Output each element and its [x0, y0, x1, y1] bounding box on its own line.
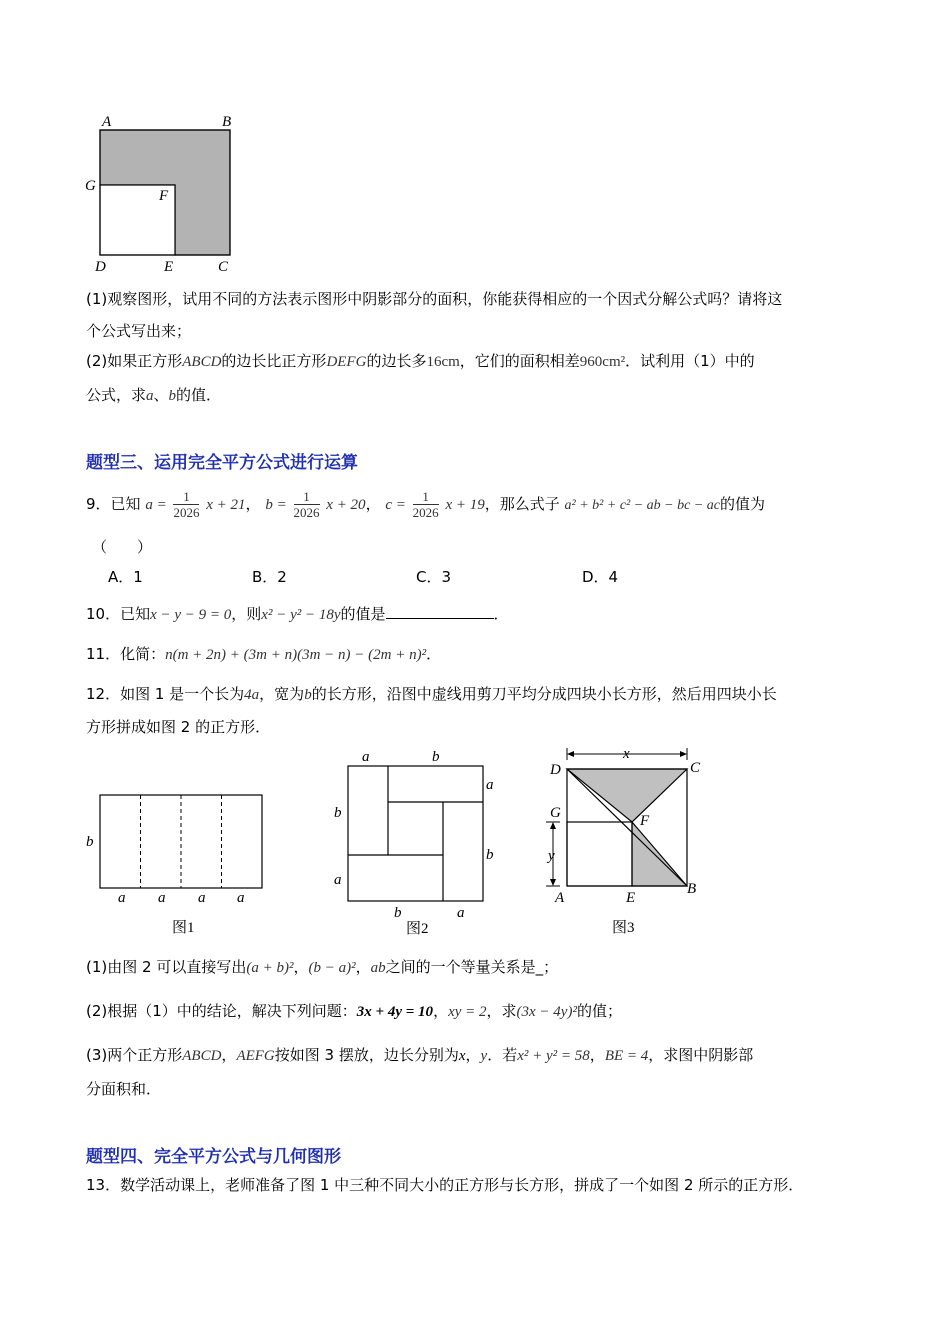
label-F: F: [159, 188, 169, 204]
q12-p2-text-c: 的值；: [576, 1002, 622, 1020]
q10-answer-blank[interactable]: [386, 604, 494, 619]
fig3-arrowhead: [680, 751, 687, 757]
q12-p3-be: BE = 4: [604, 1048, 649, 1064]
q12-p3-condition: x² + y² = 58: [517, 1048, 590, 1064]
q8-p2-var-a: a: [146, 388, 154, 404]
q9-comma-1: ，: [245, 495, 261, 513]
q12-p2-text-a: (2)根据（1）中的结论，解决下列问题：: [86, 1002, 357, 1020]
q9-lead: 9．已知: [86, 495, 141, 513]
q12-part3-line1: [86, 1044, 753, 1067]
q12-p1-text-a: (1)由图 2 可以直接写出: [86, 958, 247, 976]
frac-den: 2026: [412, 505, 439, 520]
q12-line1: [86, 683, 777, 706]
q9-a-lhs: a =: [145, 497, 167, 513]
q10-end: ．: [493, 605, 509, 623]
label-D: D: [95, 259, 106, 275]
q12-p3-y: y: [480, 1048, 488, 1064]
q12-p2-xy: xy = 2: [448, 1004, 487, 1020]
fig3-label-C: C: [690, 760, 701, 776]
section-heading-3: 题型三、运用完全平方公式进行运算: [86, 453, 358, 473]
q11-statement: [86, 643, 441, 666]
fig3-shaded-triangle-bottom: [632, 822, 687, 886]
q12-p1-expr1: (a + b)²: [246, 960, 294, 976]
fig2-label-b-top: b: [432, 749, 440, 765]
q8-p2-text-b: 的边长比正方形: [221, 352, 327, 370]
q12-line1-c: 的长方形，沿图中虚线用剪刀平均分成四块小长方形，然后用四块小长: [311, 685, 777, 703]
q12-p2-equation: 3x + 4y = 10: [356, 1004, 434, 1020]
fig1-caption: 图1: [172, 920, 195, 936]
fig2-label-a-right: a: [486, 777, 494, 793]
q9-b-rest: x + 20: [326, 497, 366, 513]
q12-p3-abcd: ABCD: [182, 1048, 222, 1064]
q9-then: ，那么式子: [484, 495, 560, 513]
q8-p2-text-e: ．试利用（1）中的: [625, 352, 755, 370]
q12-p3-aefg: AEFG: [236, 1048, 275, 1064]
fig2-label-b-left: b: [334, 805, 342, 821]
q9-c-fraction: [413, 489, 439, 520]
q8-p2-abcd: ABCD: [182, 354, 222, 370]
q8-p2-text-d: ，它们的面积相差: [459, 352, 580, 370]
q8-part2-line2: [86, 384, 221, 407]
fig1-label-a-4: a: [237, 890, 245, 906]
q9-expression: a² + b² + c² − ab − bc − ac: [564, 498, 721, 513]
fig2-label-a-left: a: [334, 872, 342, 888]
q10-tail: 的值是: [340, 605, 386, 623]
q12-p3-sep: ，: [221, 1046, 237, 1064]
fig2-label-a-top: a: [362, 749, 370, 765]
q12-p2-expression: (3x − 4y)²: [516, 1004, 577, 1020]
q9-c-rest: x + 19: [445, 497, 485, 513]
q12-p2-text-b: ，求: [486, 1002, 517, 1020]
label-A: A: [102, 114, 112, 130]
q9-option-a: A．1: [108, 568, 143, 586]
fig3-arrowhead: [550, 822, 556, 829]
fig3-label-A: A: [555, 890, 565, 906]
label-G: G: [85, 178, 96, 194]
fig3-label-F: F: [640, 813, 650, 829]
fig3-label-B: B: [687, 881, 697, 897]
frac-den: 2026: [293, 505, 320, 520]
q8-part2-line1: [86, 350, 755, 373]
q8-p2-line2-b: 的值．: [176, 386, 222, 404]
q9-option-b: B．2: [252, 568, 287, 586]
q10-condition: x − y − 9 = 0: [150, 607, 232, 623]
q12-p3-text-b: 按如图 3 摆放，边长分别为: [274, 1046, 459, 1064]
q12-width: b: [304, 687, 312, 703]
frac-num: 1: [294, 489, 320, 505]
q9-option-d: D．4: [582, 568, 619, 586]
fig3-square-aefg: [567, 822, 632, 886]
frac-den: 2026: [173, 505, 200, 520]
q12-figure-3: [530, 740, 720, 945]
q11-end: ．: [426, 645, 442, 663]
fig2-caption: 图2: [406, 921, 429, 937]
fig3-label-D: D: [550, 762, 561, 778]
q9-comma-2: ，: [365, 495, 381, 513]
q12-figure-1: [80, 780, 280, 940]
q9-c-lhs: c =: [385, 497, 406, 513]
fig3-shaded-triangle-top: [567, 769, 687, 822]
fig3-arrowhead: [567, 751, 574, 757]
fig2-outer-square: [348, 766, 483, 901]
q10-statement: [86, 603, 509, 626]
fig3-label-E: E: [626, 890, 636, 906]
q9-statement: [86, 486, 765, 524]
q10-lead: 10．已知: [86, 605, 151, 623]
q12-p3-text-c: ．若: [487, 1046, 518, 1064]
figure-square-abcd: [82, 110, 242, 278]
q9-answer-paren: （ ）: [92, 538, 153, 556]
q8-part1-line2: 个公式写出来；: [86, 322, 192, 340]
q12-p3-sep: ，: [589, 1046, 605, 1064]
q12-line2: 方形拼成如图 2 的正方形．: [86, 718, 271, 736]
q10-mid: ，则: [231, 605, 262, 623]
q13-statement: 13．数学活动课上，老师准备了图 1 中三种不同大小的正方形与长方形，拼成了一个如图 2 所示的正方形．: [86, 1176, 804, 1194]
q9-tail: 的值为: [720, 495, 766, 513]
q12-length: 4a: [244, 687, 260, 703]
label-E: E: [164, 259, 174, 275]
q10-expression: x² − y² − 18y: [261, 607, 341, 623]
q12-p1-expr2: (b − a)²: [308, 960, 356, 976]
q8-p2-line2-a: 公式，求: [86, 386, 147, 404]
section-heading-4: 题型四、完全平方公式与几何图形: [86, 1147, 341, 1167]
fig1-label-b: b: [86, 834, 94, 850]
label-B: B: [222, 114, 232, 130]
fig2-label-a-bottom: a: [457, 905, 465, 921]
fig2-label-b-right: b: [486, 847, 494, 863]
q8-p2-length: 16cm: [426, 354, 460, 370]
q8-part1-line1: (1)观察图形，试用不同的方法表示图形中阴影部分的面积，你能获得相应的一个因式分解公式吗？请将这: [86, 290, 783, 308]
q8-p2-text-c: 的边长多: [366, 352, 427, 370]
q8-p2-defg: DEFG: [326, 354, 367, 370]
q8-p2-var-b: b: [168, 388, 177, 404]
q12-p1-sep: ，: [293, 958, 309, 976]
q9-b-lhs: b =: [265, 497, 287, 513]
q9-a-fraction: [173, 489, 199, 520]
frac-num: 1: [173, 489, 199, 505]
q12-figure-2: [320, 745, 510, 945]
q11-expression: n(m + 2n) + (3m + n)(3m − n) − (2m + n)²: [165, 647, 427, 663]
q9-b-fraction: [294, 489, 320, 520]
q12-p3-text-a: (3)两个正方形: [86, 1046, 183, 1064]
label-C: C: [218, 259, 229, 275]
q11-lead: 11．化简：: [86, 645, 166, 663]
q12-line1-b: ，宽为: [259, 685, 305, 703]
q12-p3-text-d: ，求图中阴影部: [648, 1046, 754, 1064]
q9-option-c: C．3: [416, 568, 452, 586]
q12-p3-sep: ，: [465, 1046, 481, 1064]
fig3-arrowhead: [550, 879, 556, 886]
q12-p2-sep: ，: [433, 1002, 449, 1020]
q8-p2-sep: 、: [153, 386, 169, 404]
q12-part3-line2: 分面积和．: [86, 1080, 162, 1098]
q8-p2-text-a: (2)如果正方形: [86, 352, 183, 370]
q12-p1-sep: ，: [355, 958, 371, 976]
fig1-label-a-1: a: [118, 890, 126, 906]
fig3-label-y: y: [548, 848, 555, 864]
q12-p1-expr3: ab: [370, 960, 386, 976]
q12-p3-x: x: [458, 1048, 466, 1064]
fig1-label-a-3: a: [198, 890, 206, 906]
fig3-label-G: G: [550, 805, 561, 821]
q12-p1-text-b: 之间的一个等量关系是_；: [385, 958, 559, 976]
fig1-label-a-2: a: [158, 890, 166, 906]
frac-num: 1: [413, 489, 439, 505]
q12-part2: [86, 1000, 622, 1023]
fig3-label-x: x: [623, 746, 630, 762]
fig2-label-b-bottom: b: [394, 905, 402, 921]
q12-part1: [86, 956, 558, 979]
q8-p2-area: 960cm²: [579, 354, 626, 370]
fig3-caption: 图3: [612, 920, 635, 936]
q9-a-rest: x + 21: [206, 497, 246, 513]
q12-line1-a: 12．如图 1 是一个长为: [86, 685, 245, 703]
